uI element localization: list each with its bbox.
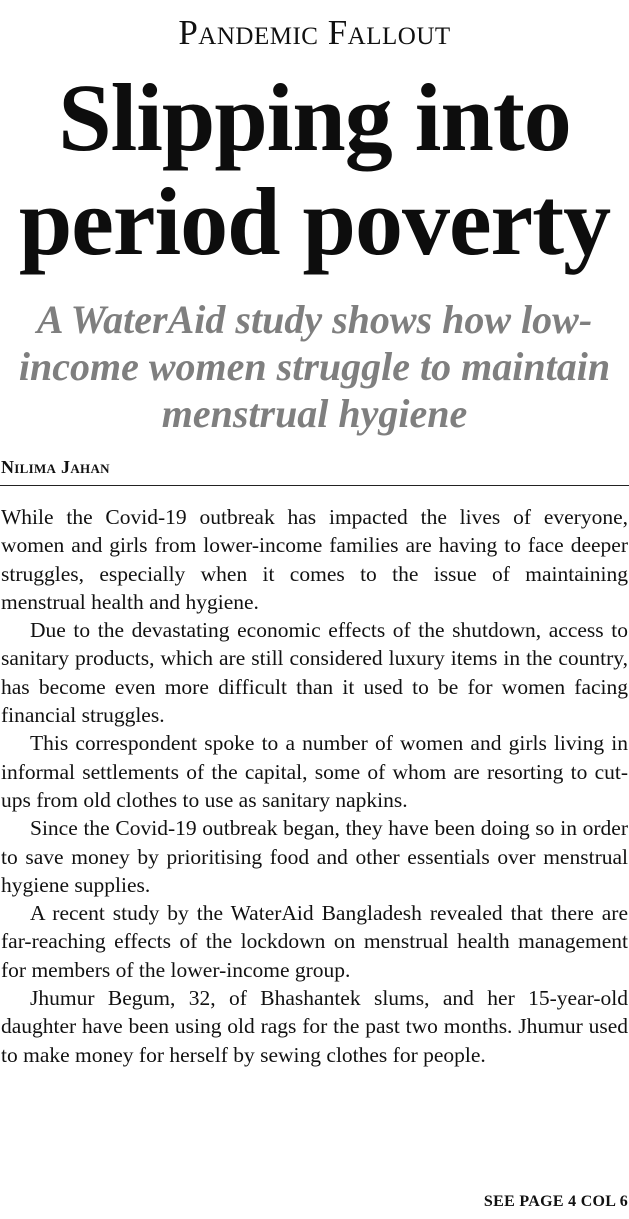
body-paragraph: Jhumur Begum, 32, of Bhashantek slums, and her 15-year-old daughter have been using old rags for the past two months. Jhumur used to make money for herself by sewing clothes for people.	[1, 986, 628, 1067]
continued-jump-line: SEE PAGE 4 COL 6	[483, 1193, 628, 1210]
byline-divider	[0, 485, 629, 486]
body-paragraph: This correspondent spoke to a number of women and girls living in informal settlements of the capital, some of whom are resorting to cut-ups from old clothes to use as sanitary napkins.	[1, 731, 628, 812]
body-paragraph: While the Covid-19 outbreak has impacted the lives of everyone, women and girls from lower-income families are having to face deeper struggles, especially when it comes to the issue of maintaining menstrual health and hygiene.	[1, 505, 628, 614]
headline: Slipping into period poverty	[18, 64, 611, 275]
body-paragraph: Due to the devastating economic effects of the shutdown, access to sanitary products, which are still considered luxury items in the country, has become even more difficult than it used to be for women facing financial struggles.	[1, 618, 628, 728]
body-paragraph: A recent study by the WaterAid Bangladesh revealed that there are far-reaching effects of the lockdown on menstrual health management for members of the lower-income group.	[1, 901, 628, 982]
byline: Nilima Jahan	[1, 457, 110, 477]
section-kicker: Pandemic Fallout	[178, 13, 451, 52]
article-body	[1, 503, 628, 1069]
body-paragraph: Since the Covid-19 outbreak began, they have been doing so in order to save money by prioritising food and other essentials over menstrual hygiene supplies.	[1, 816, 628, 897]
subheadline-deck: A WaterAid study shows how low-income women struggle to maintain menstrual hygiene	[18, 297, 611, 436]
